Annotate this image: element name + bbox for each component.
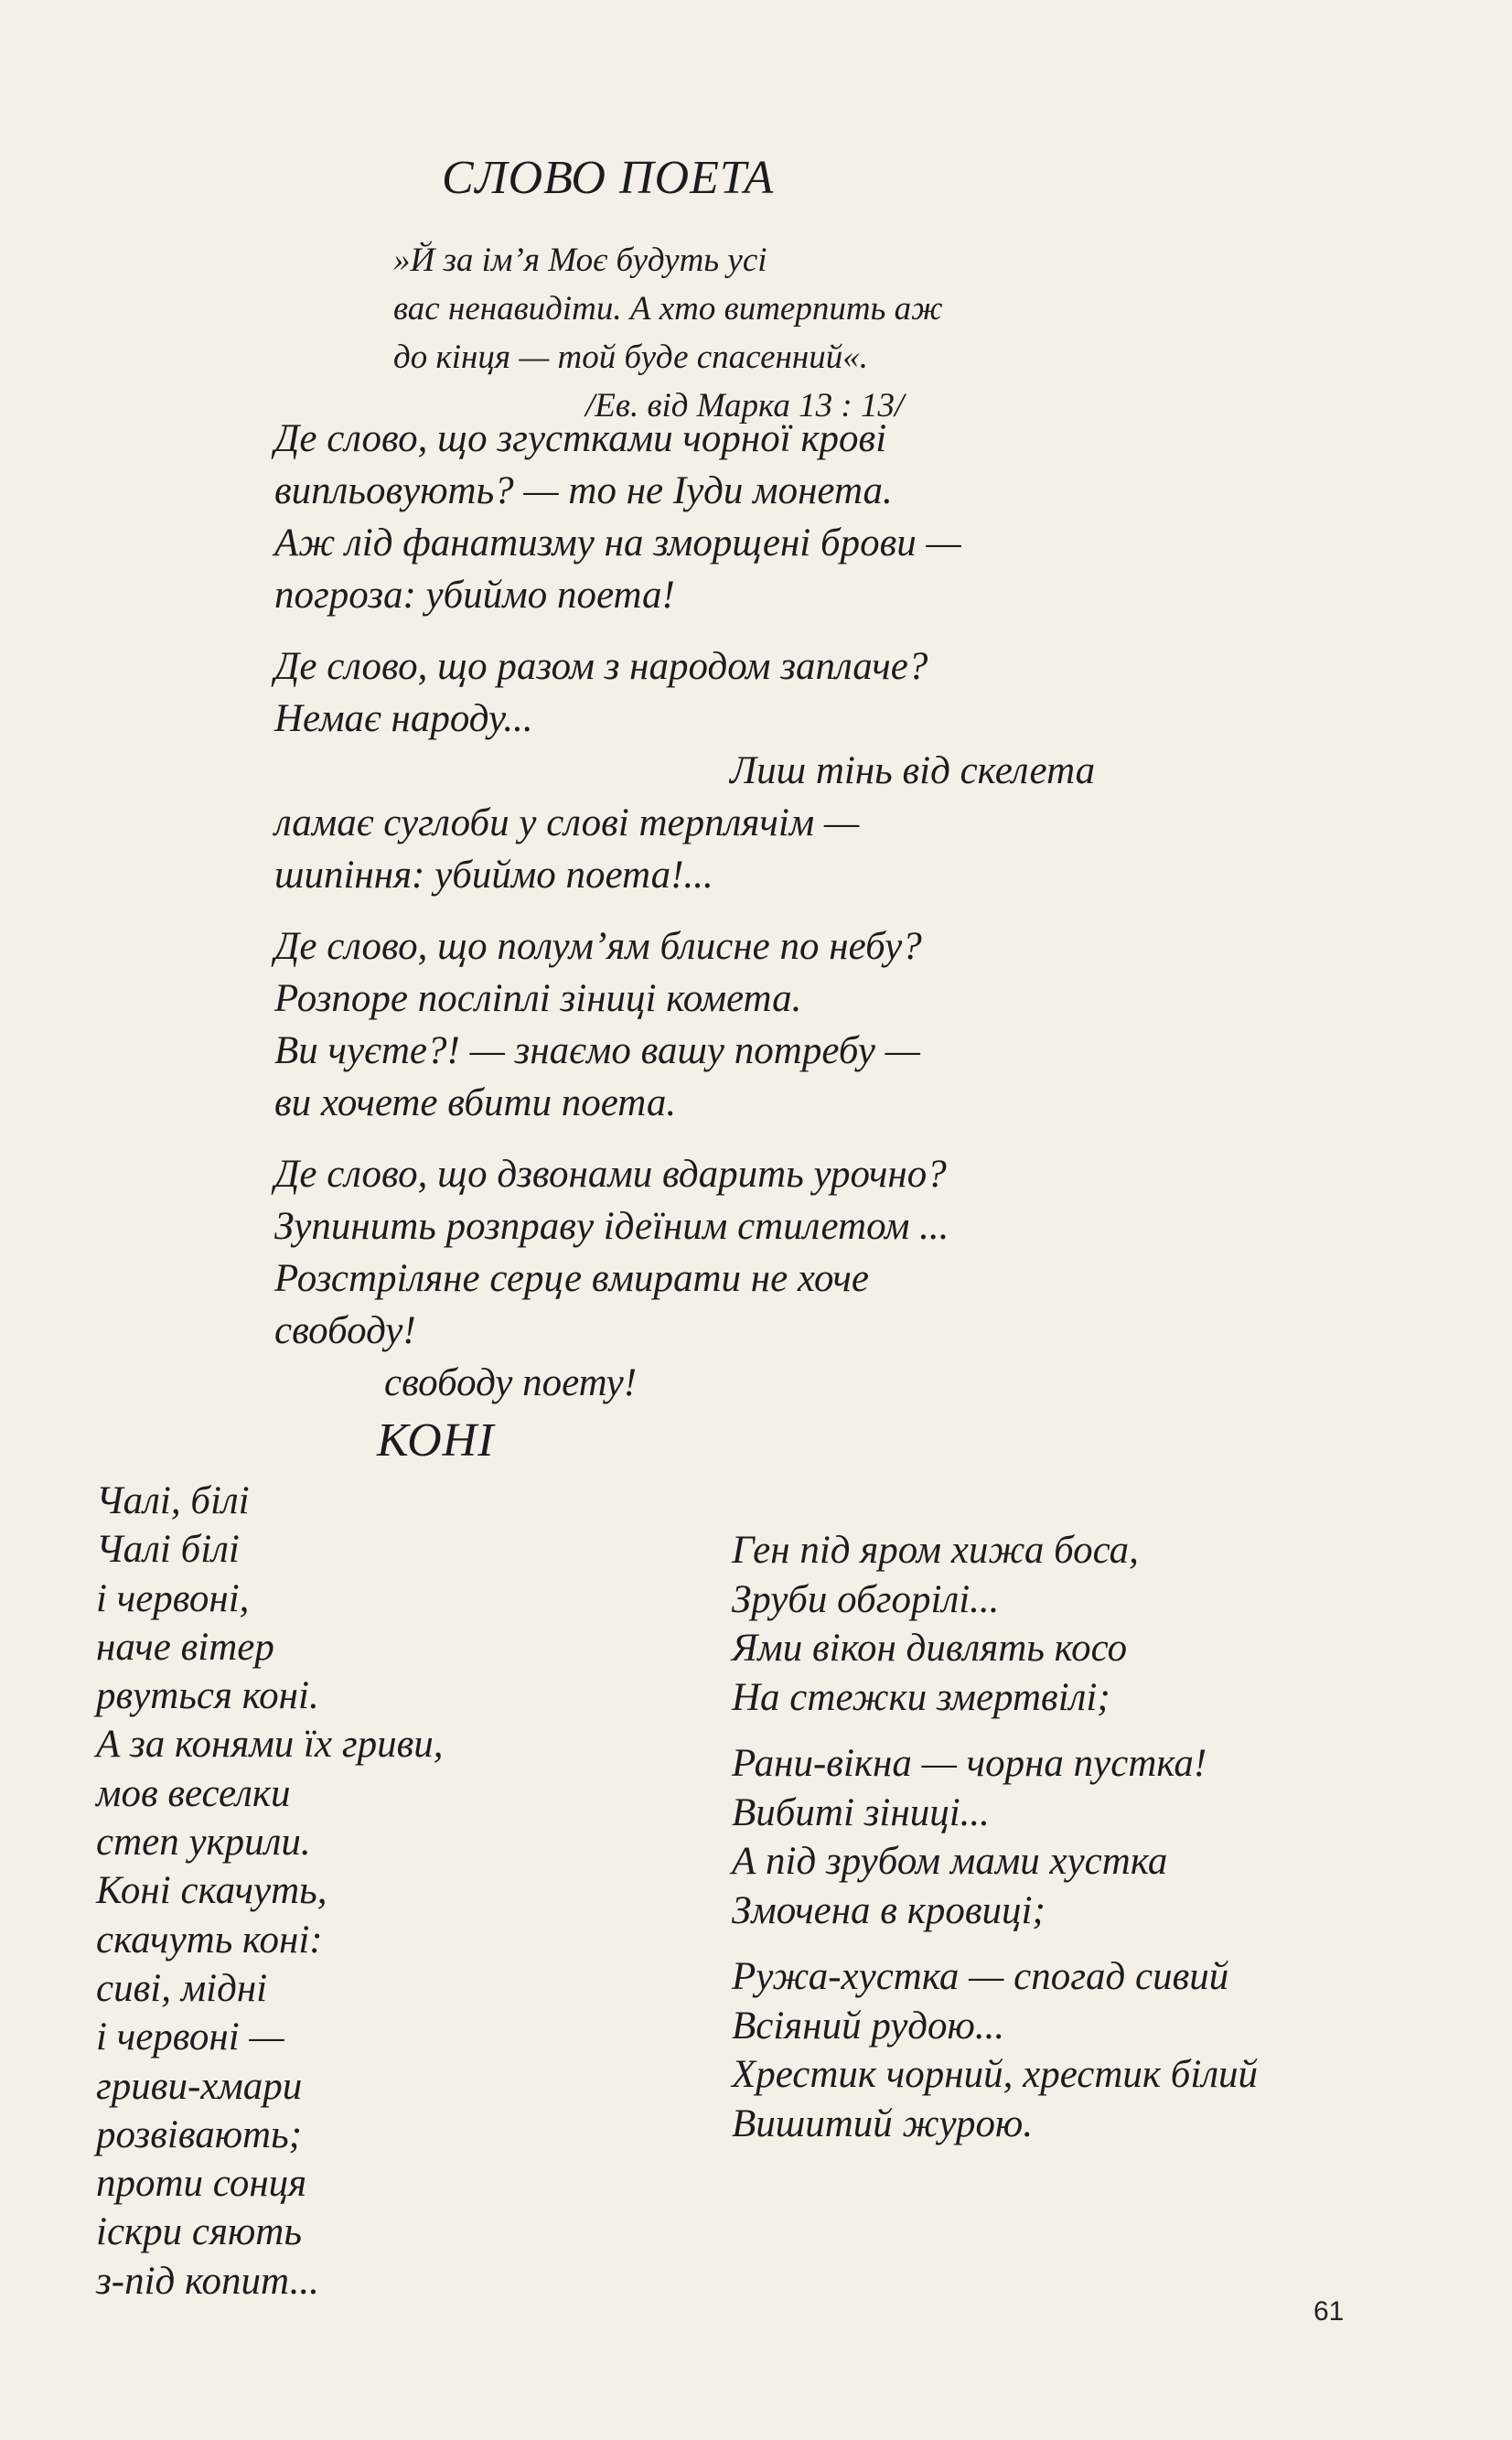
poem-line: Вибиті зіниці... (732, 1790, 990, 1834)
poem-body-slovo-poeta (274, 413, 1095, 1428)
poem-line: шипіння: убиймо поета!... (274, 854, 713, 897)
stanza (274, 920, 1095, 1129)
poem-line: Де слово, що разом з народом заплаче? (274, 645, 928, 688)
poem-line: А під зрубом мами хустка (732, 1840, 1168, 1883)
poem-line: На стежки змертвілі; (732, 1675, 1110, 1719)
poem-line: Де слово, що полум’ям блисне по небу? (274, 925, 922, 968)
poem-line: ламає суглоби у слові терплячім — (274, 801, 860, 844)
epigraph-line: до кінця — той буде спасенний«. (393, 339, 868, 376)
poem-title-slovo-poeta: СЛОВО ПОЕТА (442, 152, 775, 204)
poem-line: Рани-вікна — чорна пустка! (732, 1742, 1207, 1785)
epigraph (393, 236, 943, 430)
poem-line: Ви чуєте?! — знаємо вашу потребу — (274, 1029, 920, 1072)
stanza (732, 1952, 1258, 2148)
poem-line: сиві, мідні (96, 1966, 268, 2010)
poem-line: Чалі, білі (96, 1479, 250, 1522)
poem-line: А за конями їх гриви, (96, 1723, 444, 1767)
poem-line: Аж лід фанатизму на зморщені брови — (274, 521, 961, 564)
poem-line: гриви-хмари (96, 2064, 303, 2108)
poem-line: Змочена в кровиці; (732, 1888, 1046, 1932)
poem-line: Зупинить розправу ідеїним стилетом ... (274, 1205, 949, 1248)
stanza (274, 413, 1095, 621)
poem-line: свободу! (274, 1309, 416, 1352)
epigraph-line: »Й за ім’я Моє будуть усі (393, 242, 767, 279)
poem-line: розвівають; (96, 2112, 302, 2156)
poem-line: Де слово, що згустками чорної крові (274, 417, 887, 460)
poem-line: Немає народу... (274, 697, 533, 740)
poem-line: степ укрили. (96, 1821, 311, 1865)
stanza (274, 1148, 1095, 1409)
stanza (274, 640, 1095, 901)
poem-line: Хрестик чорний, хрестик білий (732, 2053, 1259, 2096)
poem-line: і червоні — (96, 2015, 284, 2059)
poem-line: з-під копит... (96, 2259, 319, 2303)
poem-title-koni: КОНІ (377, 1414, 495, 1467)
poem-line: Ружа-хустка — спогад сивий (732, 1955, 1229, 1998)
poem-line: рвуться коні. (96, 1674, 319, 1718)
poem-line: Лиш тінь від скелета (730, 749, 1096, 792)
stanza (732, 1739, 1258, 1935)
poem-line: Коні скачуть, (96, 1869, 327, 1913)
poem-line: Зруби обгорілі... (732, 1577, 1000, 1621)
poem-line: скачуть коні: (96, 1918, 323, 1962)
poem-line: Чалі білі (96, 1528, 240, 1572)
epigraph-reference: /Ев. від Марка 13 : 13/ (585, 387, 905, 425)
poem-line: і червоні, (96, 1576, 250, 1620)
poem-koni-left-column (96, 1477, 444, 2306)
poem-line: Де слово, що дзвонами вдарить урочно? (274, 1153, 947, 1196)
poem-line: Всіяний рудою... (732, 2004, 1005, 2048)
poem-line: наче вітер (96, 1625, 274, 1669)
poem-line: випльовують? — то не Іуди монета. (274, 469, 893, 512)
poem-line: Розстріляне серце вмирати не хоче (274, 1257, 869, 1300)
page-number: 61 (1314, 2296, 1345, 2327)
poem-line: Вишитий журою. (732, 2101, 1034, 2145)
poem-line: іскри сяють (96, 2210, 302, 2254)
poem-line: проти сонця (96, 2162, 307, 2206)
poem-line: Ген під яром хижа боса, (732, 1529, 1139, 1572)
poem-line: свободу поету! (384, 1361, 638, 1404)
poem-line: погроза: убиймо поета! (274, 574, 675, 617)
epigraph-line: вас ненавидіти. А хто витерпить аж (393, 290, 943, 328)
stanza (732, 1526, 1258, 1722)
poem-koni-right-column (732, 1526, 1258, 2166)
poem-line: Розпоре посліплі зіниці комета. (274, 977, 802, 1020)
poem-line: мов веселки (96, 1771, 291, 1815)
poem-line: Ями вікон дивлять косо (732, 1627, 1128, 1670)
poem-line: ви хочете вбити поета. (274, 1081, 677, 1124)
